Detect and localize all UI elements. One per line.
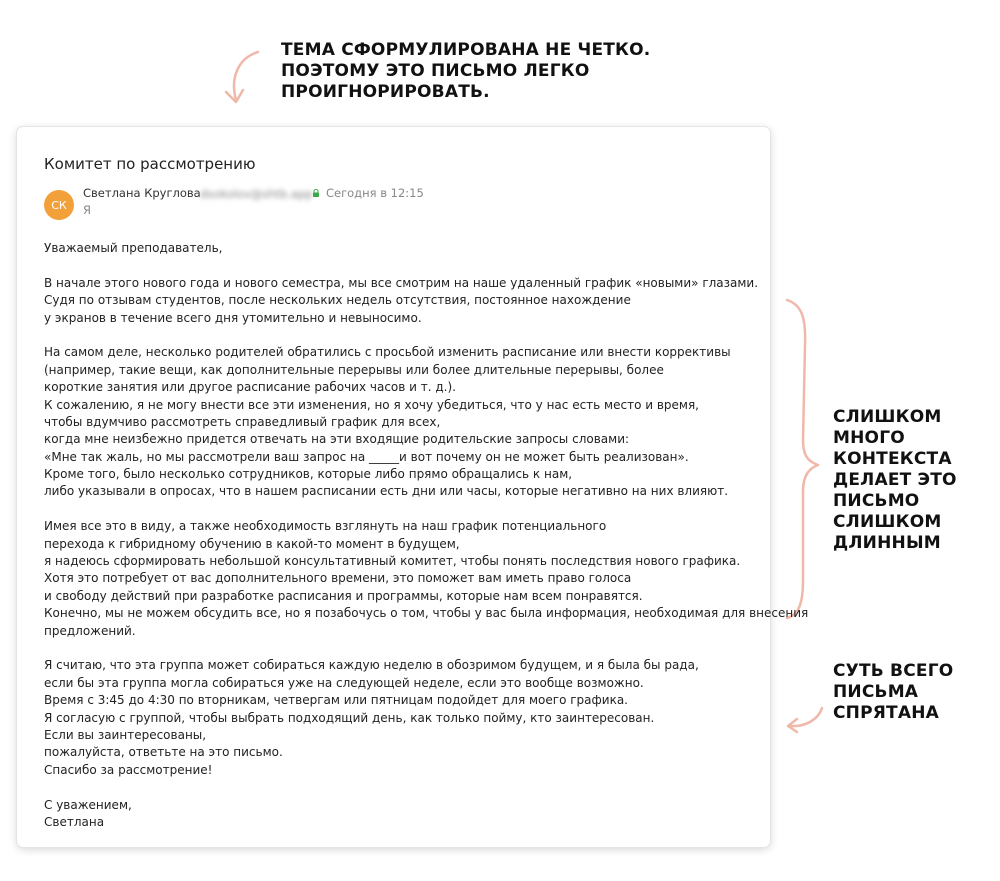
body-line: Я считаю, что эта группа может собираться каждую неделю в обозримом будущем, и я была бы рада, [44,658,699,673]
email-subject: Комитет по рассмотрению [44,155,256,173]
body-line: чтобы вдумчиво рассмотреть справедливый график для всех, [44,414,441,429]
body-line: либо указывали в опросах, что в нашем расписании есть дни или часы, которые негативно на них влияют. [44,484,729,499]
closing-line: С уважением, [44,797,132,812]
email-card [17,127,809,847]
body-line: я надеюсь сформировать небольшой консультативный комитет, чтобы понять последствия нового графика. [44,554,741,569]
annotation-line: ДЛИННЫМ [833,533,941,553]
body-line: перехода к гибридному обучению в какой-то момент в будущем, [44,536,460,551]
annotation-line: ПИСЬМО [833,491,920,511]
greeting: Уважаемый преподаватель, [44,241,223,255]
body-line: К сожалению, я не могу внести все эти изменения, но я хочу убедиться, что у нас есть место и время, [44,397,699,412]
body-line: Имея все это в виду, а также необходимость взглянуть на наш график потенциального [44,519,607,534]
annotation-line: СПРЯТАНА [833,703,939,723]
annotation-line: СЛИШКОМ [833,407,942,427]
annotation-line: ПОЭТОМУ ЭТО ПИСЬМО ЛЕГКО [281,61,590,81]
body-line: Спасибо за рассмотрение! [44,762,213,777]
annotation-line: СЛИШКОМ [833,512,942,532]
body-line: Судя по отзывам студентов, после нескольких недель отсутствия, постоянное нахождение [44,293,631,308]
annotation-line: ПИСЬМА [833,682,919,702]
signature: Светлана [44,814,105,829]
body-line: когда мне неизбежно придется отвечать на эти входящие родительские запросы словами: [44,432,630,447]
body-line: Если вы заинтересованы, [44,727,207,742]
body-line: Я согласую с группой, чтобы выбрать подходящий день, как только пойму, кто заинтересован. [44,710,655,725]
body-line: если бы эта группа могла собираться уже на следующей неделе, если это вообще возможно. [44,675,644,690]
annotation-line: МНОГО [833,428,905,448]
recipient: Я [83,203,91,217]
curly-brace-icon [787,300,818,618]
body-line: Кроме того, было несколько сотрудников, которые либо прямо обращались к нам, [44,467,573,482]
body-line: Конечно, мы не можем обсудить все, но я позабочусь о том, чтобы у вас была информация, необходимая для внесения [44,606,809,621]
body-line: На самом деле, несколько родителей обратились с просьбой изменить расписание или внести коррективы [44,345,731,360]
arrow-to-body-icon [790,708,822,726]
annotation-line: ДЕЛАЕТ ЭТО [833,470,957,490]
avatar[interactable]: СК [44,190,74,220]
annotation-line: ПРОИГНОРИРОВАТЬ. [281,82,490,102]
body-line: Время с 3:45 до 4:30 по вторникам, четвергам или пятницам подойдет для моего графика. [44,693,628,708]
annotation-line: КОНТЕКСТА [833,449,952,469]
email-body [44,240,809,831]
body-line: (например, такие вещи, как дополнительные перерывы или более длительные перерывы, более [44,362,664,377]
context-annotation [833,407,957,554]
body-line: короткие занятия или другое расписание рабочих часов и т. д.). [44,380,456,395]
body-line: пожалуйста, ответьте на это письмо. [44,745,283,760]
body-line: «Мне так жаль, но мы рассмотрели ваш запрос на _____и вот почему он не может быть реализован». [44,449,689,464]
hidden-point-annotation [833,661,953,724]
body-line: и свободу действий при разработке расписания и программы, которые нам всем понравятся. [44,588,643,603]
body-line: Хотя это потребует от вас дополнительного времени, это поможет вам иметь право голоса [44,571,632,586]
body-line: у экранов в течение всего дня утомительно и невыносимо. [44,310,422,325]
body-line: В начале этого нового года и нового семестра, мы все смотрим на наше удаленный график «новыми» глазами. [44,275,759,290]
body-line: предложений. [44,623,136,638]
lock-icon [312,189,320,197]
sender-address[interactable]: dsokolov@shtb.app [200,187,313,201]
annotation-line: ТЕМА СФОРМУЛИРОВАНА НЕ ЧЕТКО. [281,40,651,60]
sender-name[interactable]: Светлана Круглова [83,186,201,200]
arrow-to-subject-icon [234,52,258,100]
email-date: Сегодня в 12:15 [326,186,424,200]
annotation-line: СУТЬ ВСЕГО [833,661,954,681]
